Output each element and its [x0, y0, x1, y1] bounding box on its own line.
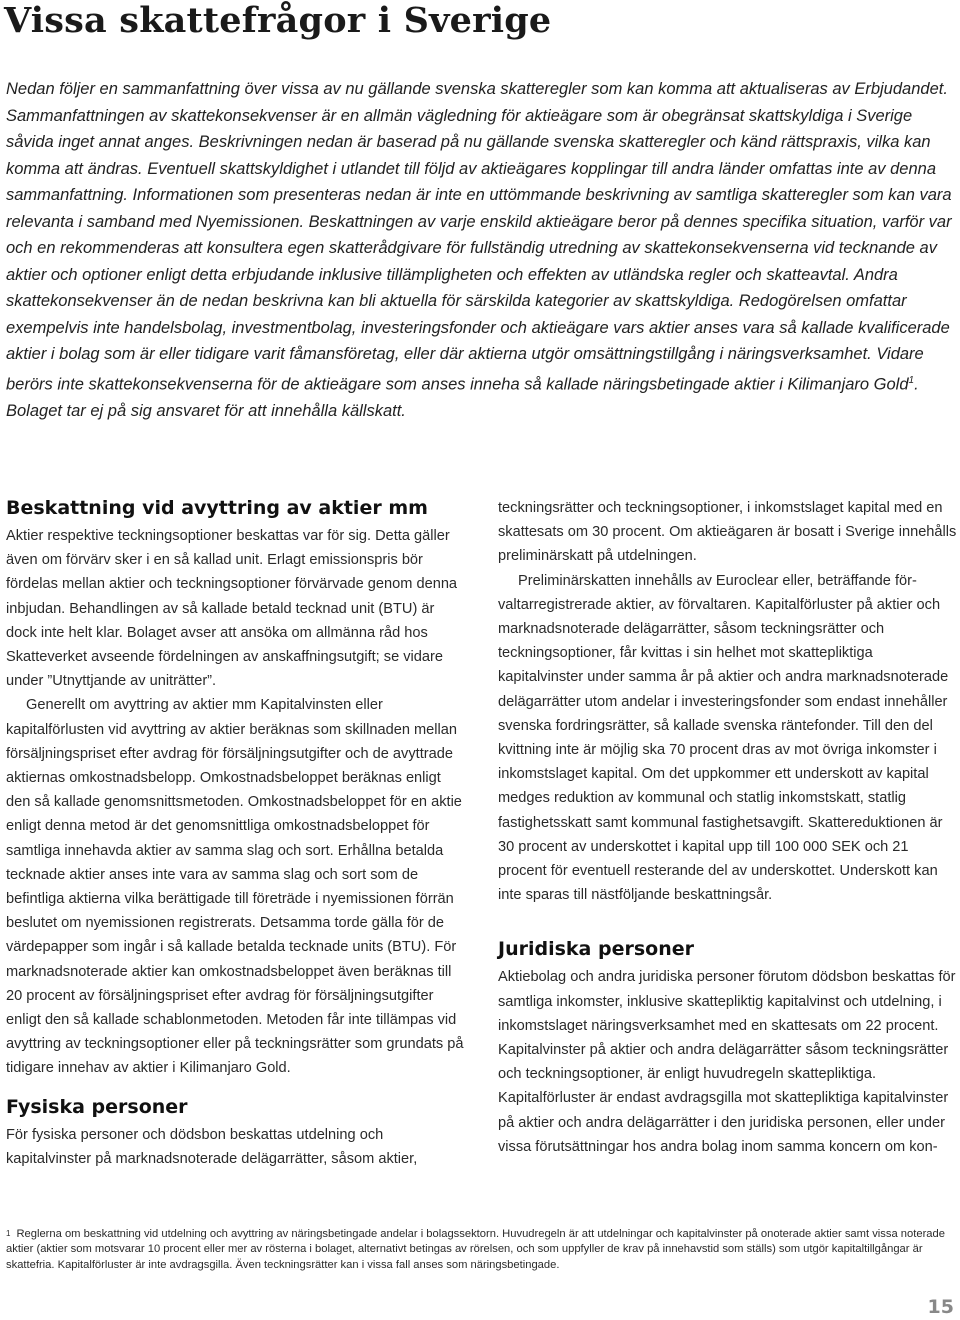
- fysiska-paragraph-2: Preliminärskatten innehålls av Euroclear eller, beträffande förvaltarregistrerade aktier, av förvaltaren. Kapitalförluster på aktier och marknadsnoterade delägarrätter, såsom teckningsrätter och teckningsoptioner, får kvittas i sin helhet mot skattepliktiga kapitalvinster under samma år på aktier och andra marknadsnoterade delägarrätter utom andelar i investeringsfonder som endast innehåller svenska fordringsrätter, så kallade svenska räntefonder. Till den del kvittning inte är möjlig ska 70 procent dras av mot övriga inkomster i inkomstslaget kapital. Om det uppkommer ett underskott av kapital medges reduktion av kommunal och statlig inkomstskatt, statlig fastighetsskatt samt kommunal fastighetsavgift. Skattereduktionen är 30 procent av underskottet i kapital upp till 100 000 SEK och 21 procent för eventuell resterande del av underskottet. Underskott kan inte sparas till nästföljande beskattningsår.: [498, 572, 949, 904]
- intro-paragraph: [6, 76, 952, 424]
- intro-text: Nedan följer en sammanfattning över vissa av nu gällande svenska skatteregler som kan komma att aktualiseras av Erbjudandet. Sammanfattningen av skattekonsekvenser är en allmän vägledning för aktieägare som är obegränsat skattskyldiga i Sverige såvida inget annat anges. Beskrivningen nedan är baserad på nu gällande svenska skatteregler och känd rättspraxis, vilka kan komma att ändras. Eventuell skattskyldighet i utlandet till följd av aktieägares kopplingar till andra länder omfattas inte av denna sammanfattning. Informationen som presenteras nedan är inte en uttömmande beskrivning av samtliga skatteregler som kan vara relevanta i samband med Nyemissionen. Beskattningen av varje enskild aktieägare beror på dennes specifika situation, varför var och en rekommenderas att konsultera egen skatterådgivare för fullständig utredning av skattekonsekvenserna vid tecknande av aktier och optioner enligt detta erbjudande inklusive tillämpligheten och effekten av utländska regler och skatteavtal. Andra skattekonsekvenser än de nedan beskrivna kan bli aktuella för särskilda kategorier av skattskyldiga. Redogörelsen omfattar exempelvis inte handelsbolag, investmentbolag, investeringsfonder och aktieägare vars aktier anses vara så kallade kvalificerade aktier i bolag som är eller tidigare varit fåmansföretag, eller där aktierna utgör omsättningstillgång i näringsverksamhet. Vidare berörs inte skattekonsekvenserna för de aktieägare som anses inneha så kallade näringsbetingade aktier i Kilimanjaro Gold: [6, 80, 952, 393]
- section-heading-juridiska: Juridiska personer: [498, 938, 694, 961]
- juridiska-paragraph-1: Aktiebolag och andra juridiska personer förutom dödsbon beskattas för samtliga inkomster, inklusive skattepliktig kapitalvinst och utdelning, i inkomstslaget näringsverksamhet med en skattesats om 22 procent. Kapitalvinster på aktier och andra delägarrätter såsom teckningsrätter och teckningsoptioner, är enligt huvudregeln skattepliktiga. Kapitalförluster är endast avdragsgilla mot skattepliktiga kapitalvinster på aktier och andra delägarrätter i den juridiska personen, eller under vissa förutsättningar hos andra bolag inom samma koncern om kon-: [498, 969, 956, 1155]
- footnote: [6, 1227, 952, 1273]
- right-column: [498, 496, 958, 1159]
- footnote-text: Reglerna om beskattning vid utdelning och avyttring av näringsbetingade andelar i bolagssektorn. Huvudregeln är att utdelningar och kapitalvinster på onoterade aktier samt vissa noterade aktier (aktier som motsvarar 10 procent eller mer av rösterna i bolaget, alternativt betingas av rörelsen, och som uppfyller de krav på innehavstid som ställs) som utgör kapitaltillgångar är skattefria. Kapitalförluster är inte avdragsgilla. Även teckningsrätter kan i vissa fall anses som näringsbetingade.: [6, 1228, 945, 1271]
- footnote-reference: 1: [908, 374, 915, 386]
- section-heading-fysiska: Fysiska personer: [6, 1095, 188, 1118]
- intro-text-end: . Bolaget tar ej på sig ansvaret för att innehålla källskatt.: [6, 375, 919, 420]
- fysiska-paragraph-1: För fysiska personer och dödsbon beskattas utdelning och kapitalvinster på marknadsnoterade delägarrätter, såsom aktier,: [6, 1126, 418, 1167]
- avyttring-paragraph-2: Generellt om avyttring av aktier mm Kapitalvinsten eller kapitalförlusten vid avyttring av aktier beräknas som skillnaden mellan försäljningspriset efter avdrag för försäljningsutgifter och de avyttrade aktiernas omkostnadsbelopp. Omkostnadsbeloppet beräknas enligt den så kallade genomsnittsmetoden. Omkostnadsbeloppet för en aktie enligt denna metod är det genomsnittliga omkostnadsbeloppet för samtliga innehavda aktier av samma slag och sort. Erhållna betalda tecknade aktier anses inte vara av samma slag och sort som de befintliga aktierna vilka berättigade till företräde i nyemissionen förrän beslutet om nyemissionen registrerats. Detsamma torde gälla för de värdepapper som ingår i så kallade betalda tecknade units (BTU). För marknadsnoterade aktier kan omkostnadsbeloppet även beräknas till 20 procent av försäljningspriset efter avdrag för försäljningsutgifter enligt den så kallade schablonmetoden. Metoden får inte tillämpas vid avyttring av teckningsoptioner eller på teckningsrätter som grundats på tidigare innehav av aktier i Kilimanjaro Gold.: [6, 697, 464, 1077]
- section-heading-avyttring: Beskattning vid avyttring av aktier mm: [6, 497, 428, 519]
- page-number: 15: [927, 1296, 954, 1318]
- footnote-mark: 1: [6, 1229, 11, 1238]
- page-title: Vissa skattefrågor i Sverige: [4, 0, 552, 41]
- fysiska-paragraph-1-continued: teckningsrätter och teckningsoptioner, i inkomstslaget kapital med en skattesats om 30 procent. Om aktieägaren är bosatt i Sverige innehålls preliminärskatt på utdelningen.: [498, 500, 957, 565]
- avyttring-paragraph-1: Aktier respektive teckningsoptioner beskattas var för sig. Detta gäller även om förvärv sker i en så kallad unit. Erlagt emissionspris bör fördelas mellan aktier och teckningsoptioner förvärvade genom denna inbjudan. Behandlingen av så kallade betald tecknad unit (BTU) är dock inte helt klar. Bolaget avser att ansöka om allmänna råd hos Skatteverket avseende fördelningen av anskaffningsutgift; se vidare under ”Utnyttjande av uniträtter”.: [6, 528, 458, 690]
- left-column: [6, 496, 466, 1171]
